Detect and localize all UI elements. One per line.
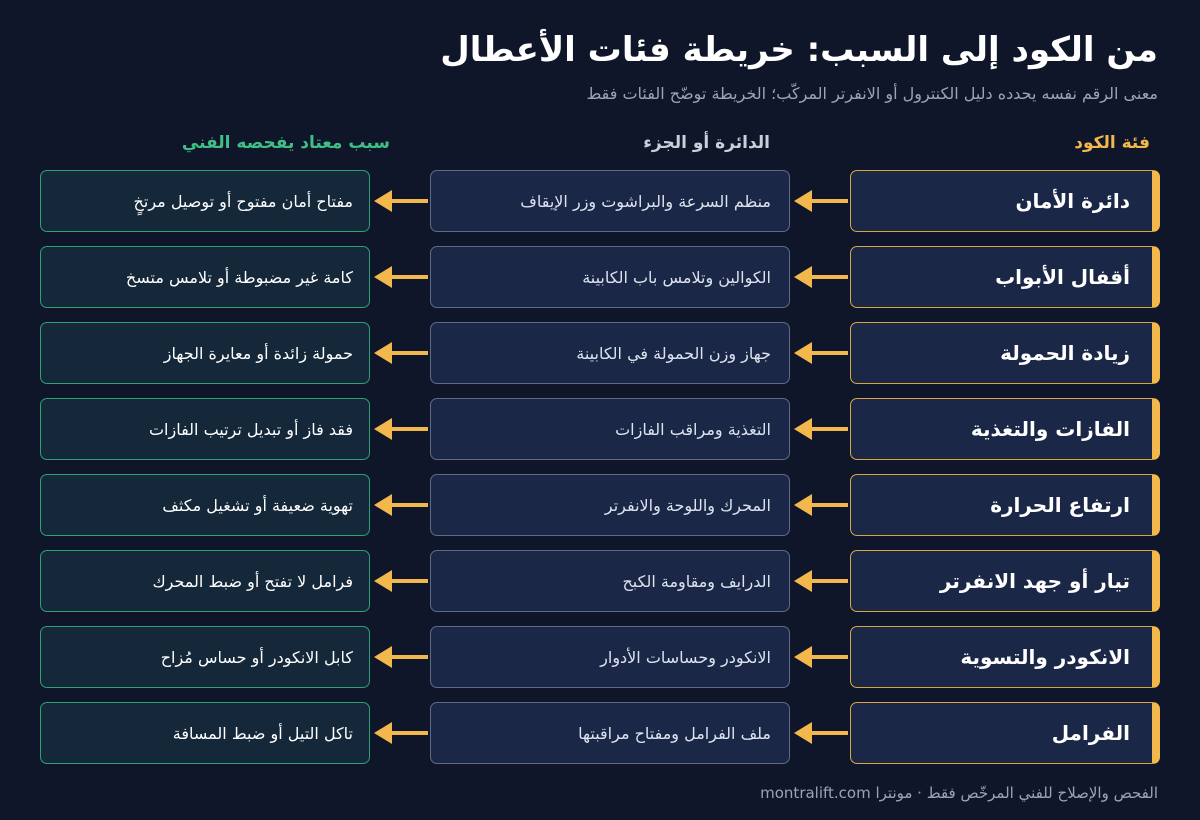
circuit-box <box>430 474 790 536</box>
mapping-row <box>0 626 1200 690</box>
code-category-box <box>850 702 1160 764</box>
code-category-label: تيار أو جهد الانفرتر <box>939 569 1130 593</box>
code-category-box <box>850 246 1160 308</box>
arrow-left-icon <box>792 567 850 595</box>
cause-box <box>40 246 370 308</box>
cause-box <box>40 398 370 460</box>
cause-label: تاكل التيل أو ضبط المسافة <box>172 723 353 743</box>
arrow-left-icon <box>372 339 430 367</box>
code-category-label: الانكودر والتسوية <box>960 645 1130 669</box>
cause-label: فقد فاز أو تبديل ترتيب الفازات <box>148 419 353 439</box>
code-category-label: الفازات والتغذية <box>970 417 1130 441</box>
circuit-box <box>430 626 790 688</box>
footer-note: الفحص والإصلاح للفني المرخّص فقط · مونترا montralift.com <box>760 784 1158 802</box>
cause-label: فرامل لا تفتح أو ضبط المحرك <box>152 571 353 591</box>
code-category-box <box>850 322 1160 384</box>
arrow-left-icon <box>372 187 430 215</box>
circuit-box <box>430 322 790 384</box>
code-category-box <box>850 550 1160 612</box>
circuit-label: ملف الفرامل ومفتاح مراقبتها <box>578 723 771 743</box>
arrow-left-icon <box>792 643 850 671</box>
arrow-left-icon <box>792 415 850 443</box>
cause-box <box>40 474 370 536</box>
mapping-row <box>0 246 1200 310</box>
arrow-left-icon <box>372 643 430 671</box>
cause-box <box>40 550 370 612</box>
mapping-row <box>0 474 1200 538</box>
circuit-box <box>430 246 790 308</box>
cause-label: كابل الانكودر أو حساس مُزاح <box>160 647 353 667</box>
code-category-label: دائرة الأمان <box>1015 189 1130 213</box>
mapping-row <box>0 322 1200 386</box>
arrow-left-icon <box>372 263 430 291</box>
arrow-left-icon <box>792 339 850 367</box>
circuit-box <box>430 170 790 232</box>
mapping-row <box>0 398 1200 462</box>
code-category-label: ارتفاع الحرارة <box>990 493 1130 517</box>
circuit-box <box>430 398 790 460</box>
circuit-label: جهاز وزن الحمولة في الكابينة <box>576 343 771 363</box>
cause-label: مفتاح أمان مفتوح أو توصيل مرتخٍ <box>133 191 353 211</box>
arrow-left-icon <box>372 491 430 519</box>
mapping-row <box>0 702 1200 766</box>
code-category-box <box>850 626 1160 688</box>
cause-label: تهوية ضعيفة أو تشغيل مكثف <box>162 495 353 515</box>
arrow-left-icon <box>792 187 850 215</box>
arrow-left-icon <box>792 263 850 291</box>
cause-label: كامة غير مضبوطة أو تلامس متسخ <box>125 267 353 287</box>
circuit-label: الدرايف ومقاومة الكبح <box>622 571 771 591</box>
code-category-box <box>850 398 1160 460</box>
mapping-row <box>0 550 1200 614</box>
circuit-box <box>430 702 790 764</box>
column-header-cause: سبب معتاد يفحصه الفني <box>181 133 390 153</box>
mapping-row <box>0 170 1200 234</box>
code-category-box <box>850 170 1160 232</box>
cause-box <box>40 322 370 384</box>
cause-box <box>40 702 370 764</box>
page-subtitle: معنى الرقم نفسه يحدده دليل الكنترول أو الانفرتر المركّب؛ الخريطة توضّح الفئات فقط <box>586 84 1158 103</box>
circuit-label: الكوالين وتلامس باب الكابينة <box>582 267 771 287</box>
cause-box <box>40 170 370 232</box>
code-category-box <box>850 474 1160 536</box>
circuit-label: المحرك واللوحة والانفرتر <box>604 495 771 515</box>
circuit-label: التغذية ومراقب الفازات <box>615 419 771 439</box>
arrow-left-icon <box>792 491 850 519</box>
code-category-label: أقفال الأبواب <box>995 265 1130 289</box>
page-title: من الكود إلى السبب: خريطة فئات الأعطال <box>440 30 1158 70</box>
cause-label: حمولة زائدة أو معايرة الجهاز <box>163 343 353 363</box>
code-category-label: الفرامل <box>1051 721 1130 745</box>
arrow-left-icon <box>792 719 850 747</box>
arrow-left-icon <box>372 719 430 747</box>
circuit-label: منظم السرعة والبراشوت وزر الإيقاف <box>520 191 771 211</box>
circuit-label: الانكودر وحساسات الأدوار <box>600 647 771 667</box>
circuit-box <box>430 550 790 612</box>
arrow-left-icon <box>372 415 430 443</box>
arrow-left-icon <box>372 567 430 595</box>
column-header-code: فئة الكود <box>1074 133 1150 153</box>
cause-box <box>40 626 370 688</box>
column-header-circuit: الدائرة أو الجزء <box>643 133 770 153</box>
code-category-label: زيادة الحمولة <box>1000 341 1130 365</box>
